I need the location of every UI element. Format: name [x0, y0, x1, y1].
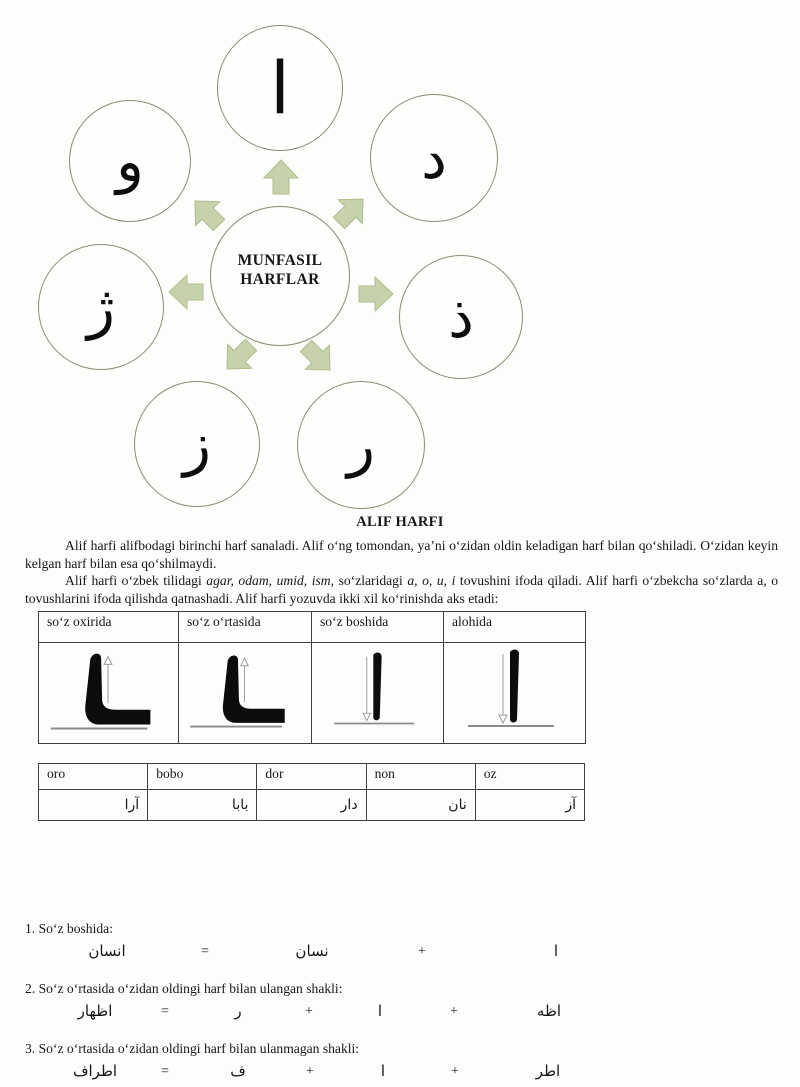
diagram-center-circle [210, 206, 350, 346]
paragraph-2: Alif harfi oʻzbek tilidagi agar, odam, umid, ism, soʻzlaridagi a, o, u, i tovushini ifoda qiladi. Alif harfi oʻzbekcha soʻzlarda a, o tovushlarini ifoda qilishda qatnashadi. Alif harfi yozuvda ikki xil koʻrinishda aks etadi: [25, 573, 778, 606]
example-2-part-stem: اظه [536, 1002, 562, 1021]
forms-table-header-row [39, 612, 586, 643]
circle-letter-vav [69, 100, 191, 222]
example-2-part-alif: ا [377, 1002, 383, 1021]
forms-header-word-end: soʻz oxirida [39, 612, 179, 643]
circle-letter-alif [217, 25, 343, 151]
body-text [25, 537, 778, 607]
forms-header-word-start: soʻz boshida [312, 612, 444, 643]
equals-sign: = [161, 1064, 169, 1080]
example-3-part-fa: ف [230, 1062, 246, 1081]
circle-letter-zhe [38, 244, 164, 370]
arabic-letter-zhe: ژ [86, 273, 115, 341]
munfasil-letters-diagram [0, 0, 800, 512]
arabic-word-non: نان [366, 790, 475, 821]
words-table-header-row [39, 764, 585, 790]
examples-section [0, 920, 800, 1087]
word-header-non: non [366, 764, 475, 790]
arabic-word-oz: آز [475, 790, 584, 821]
outward-arrow-up-icon [260, 157, 302, 197]
example-1-equation [0, 940, 800, 967]
outward-arrow-right-icon [356, 273, 396, 315]
example-3-part-stem: اطر [535, 1062, 561, 1081]
example-3-part-alif: ا [380, 1062, 386, 1081]
example-1-result: انسان [88, 942, 126, 961]
section-title: ALIF HARFI [356, 514, 444, 530]
alif-medial-form-cell [179, 643, 312, 744]
alif-initial-form-cell [312, 643, 444, 744]
arabic-letter-dal: د [421, 124, 447, 192]
outward-arrow-left-icon [166, 271, 206, 313]
arabic-letter-ra: ر [346, 411, 375, 479]
arabic-word-oro: آرا [39, 790, 148, 821]
forms-header-isolated: alohida [444, 612, 586, 643]
example-3-label: 3. Soʻz oʻrtasida oʻzidan oldingi harf bilan ulanmagan shakli: [25, 1041, 360, 1057]
alif-initial-form-drawing [312, 643, 442, 739]
word-header-bobo: bobo [148, 764, 257, 790]
circle-letter-za [134, 381, 260, 507]
plus-sign: + [306, 1064, 314, 1080]
example-2-result: اظهار [77, 1002, 113, 1021]
diagram-center-label-line1: MUNFASIL [237, 252, 323, 269]
alif-medial-form-drawing [179, 643, 310, 739]
example-3-equation [0, 1060, 800, 1087]
plus-sign: + [451, 1064, 459, 1080]
diagram-center-label [238, 251, 323, 289]
alif-forms-table [38, 611, 586, 744]
forms-table-drawing-row [39, 643, 586, 744]
alif-isolated-form-cell [444, 643, 586, 744]
example-2-equation [0, 1000, 800, 1027]
arabic-letter-vav: و [115, 127, 144, 195]
alif-final-form-drawing [39, 643, 177, 739]
alif-isolated-form-drawing [444, 643, 584, 739]
example-1-part-rest: نسان [295, 942, 329, 961]
word-header-dor: dor [257, 764, 366, 790]
example-1-part-alif: ا [553, 942, 559, 961]
words-table-arabic-row [39, 790, 585, 821]
alif-final-form-cell [39, 643, 179, 744]
example-3-result: اطراف [72, 1062, 118, 1081]
arabic-word-bobo: بابا [148, 790, 257, 821]
arabic-letter-za: ز [182, 410, 211, 478]
example-2-part-ra: ر [234, 1002, 242, 1021]
plus-sign: + [305, 1004, 313, 1020]
circle-letter-dal [370, 94, 498, 222]
arabic-letter-zal: ذ [448, 283, 474, 351]
equals-sign: = [201, 944, 209, 960]
arabic-word-dor: دار [257, 790, 366, 821]
example-words-table [38, 763, 585, 821]
diagram-center-label-line2: HARFLAR [240, 271, 320, 288]
example-2-label: 2. Soʻz oʻrtasida oʻzidan oldingi harf bilan ulangan shakli: [25, 981, 343, 997]
word-header-oz: oz [475, 764, 584, 790]
paragraph-1: Alif harfi alifbodagi birinchi harf sanaladi. Alif oʻng tomondan, ya’ni oʻzidan oldin keladigan harf bilan qoʻshiladi. Oʻzidan keyin kelgan harf bilan esa qoʻshilmaydi. [25, 538, 778, 571]
example-1-label: 1. Soʻz boshida: [25, 921, 113, 937]
circle-letter-ra [297, 381, 425, 509]
word-header-oro: oro [39, 764, 148, 790]
plus-sign: + [450, 1004, 458, 1020]
equals-sign: = [161, 1004, 169, 1020]
plus-sign: + [418, 944, 426, 960]
circle-letter-zal [399, 255, 523, 379]
forms-header-word-middle: soʻz oʻrtasida [179, 612, 312, 643]
arabic-letter-alif: ا [269, 46, 290, 130]
